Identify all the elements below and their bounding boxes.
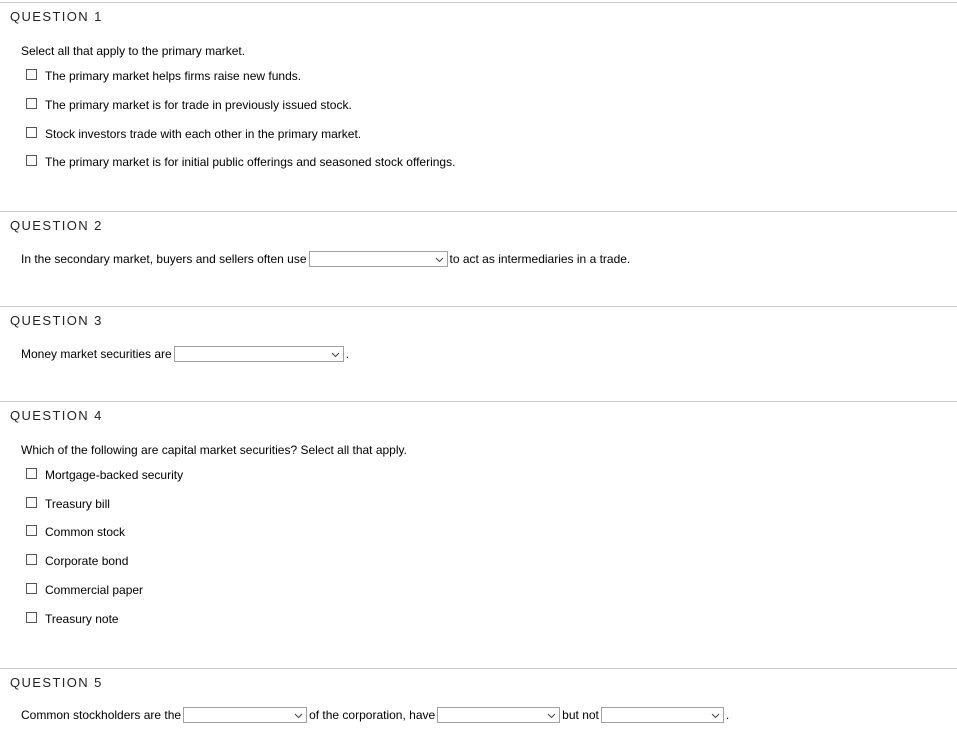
checkbox[interactable] — [26, 468, 37, 479]
question-5-sentence — [21, 706, 729, 724]
chevron-down-icon — [711, 711, 720, 720]
question-5-dropdown-1[interactable] — [183, 707, 307, 723]
checkbox[interactable] — [26, 525, 37, 536]
option-label: Corporate bond — [45, 554, 129, 568]
checkbox[interactable] — [26, 612, 37, 623]
chevron-down-icon — [435, 255, 444, 264]
option-label: Mortgage-backed security — [45, 468, 184, 482]
question-2-text-before: In the secondary market, buyers and sellers often use — [21, 252, 307, 266]
checkbox[interactable] — [26, 155, 37, 166]
option-label: Stock investors trade with each other in the primary market. — [45, 127, 362, 141]
checkbox[interactable] — [26, 127, 37, 138]
checkbox[interactable] — [26, 69, 37, 80]
question-4-prompt: Which of the following are capital market securities? Select all that apply. — [21, 443, 407, 457]
question-3-dropdown[interactable] — [174, 346, 344, 362]
chevron-down-icon — [331, 350, 340, 359]
question-2-dropdown[interactable] — [309, 251, 448, 267]
question-2-sentence — [21, 250, 630, 268]
question-3-sentence — [21, 345, 349, 363]
question-2-text-after: to act as intermediaries in a trade. — [449, 252, 631, 266]
question-5-dropdown-2[interactable] — [437, 707, 560, 723]
option-label: The primary market is for initial public offerings and seasoned stock offerings. — [45, 155, 456, 169]
checkbox[interactable] — [26, 554, 37, 565]
question-4-section — [0, 401, 957, 669]
option-label: Treasury note — [45, 612, 119, 626]
question-3-title: QUESTION 3 — [10, 313, 103, 328]
question-1-prompt: Select all that apply to the primary market. — [21, 44, 246, 58]
question-2-title: QUESTION 2 — [10, 218, 103, 233]
option-label: Commercial paper — [45, 583, 144, 597]
question-5-text-3: but not — [562, 708, 599, 722]
question-2-section — [0, 211, 957, 307]
chevron-down-icon — [547, 711, 556, 720]
question-1-title: QUESTION 1 — [10, 9, 103, 24]
question-5-dropdown-3[interactable] — [601, 707, 724, 723]
question-3-text-before: Money market securities are — [21, 347, 172, 361]
checkbox[interactable] — [26, 497, 37, 508]
checkbox[interactable] — [26, 98, 37, 109]
question-4-title: QUESTION 4 — [10, 408, 103, 423]
chevron-down-icon — [294, 711, 303, 720]
checkbox[interactable] — [26, 583, 37, 594]
question-3-section — [0, 306, 957, 402]
question-3-text-after: . — [345, 347, 350, 361]
question-5-title: QUESTION 5 — [10, 675, 103, 690]
option-label: The primary market helps firms raise new funds. — [45, 69, 302, 83]
question-5-text-1: Common stockholders are the — [21, 708, 182, 722]
option-label: The primary market is for trade in previously issued stock. — [45, 98, 352, 112]
question-5-text-4: . — [725, 708, 730, 722]
question-1-section — [0, 2, 957, 212]
question-5-text-2: of the corporation, have — [309, 708, 436, 722]
question-5-section — [0, 668, 957, 754]
option-label: Treasury bill — [45, 497, 110, 511]
option-label: Common stock — [45, 525, 126, 539]
